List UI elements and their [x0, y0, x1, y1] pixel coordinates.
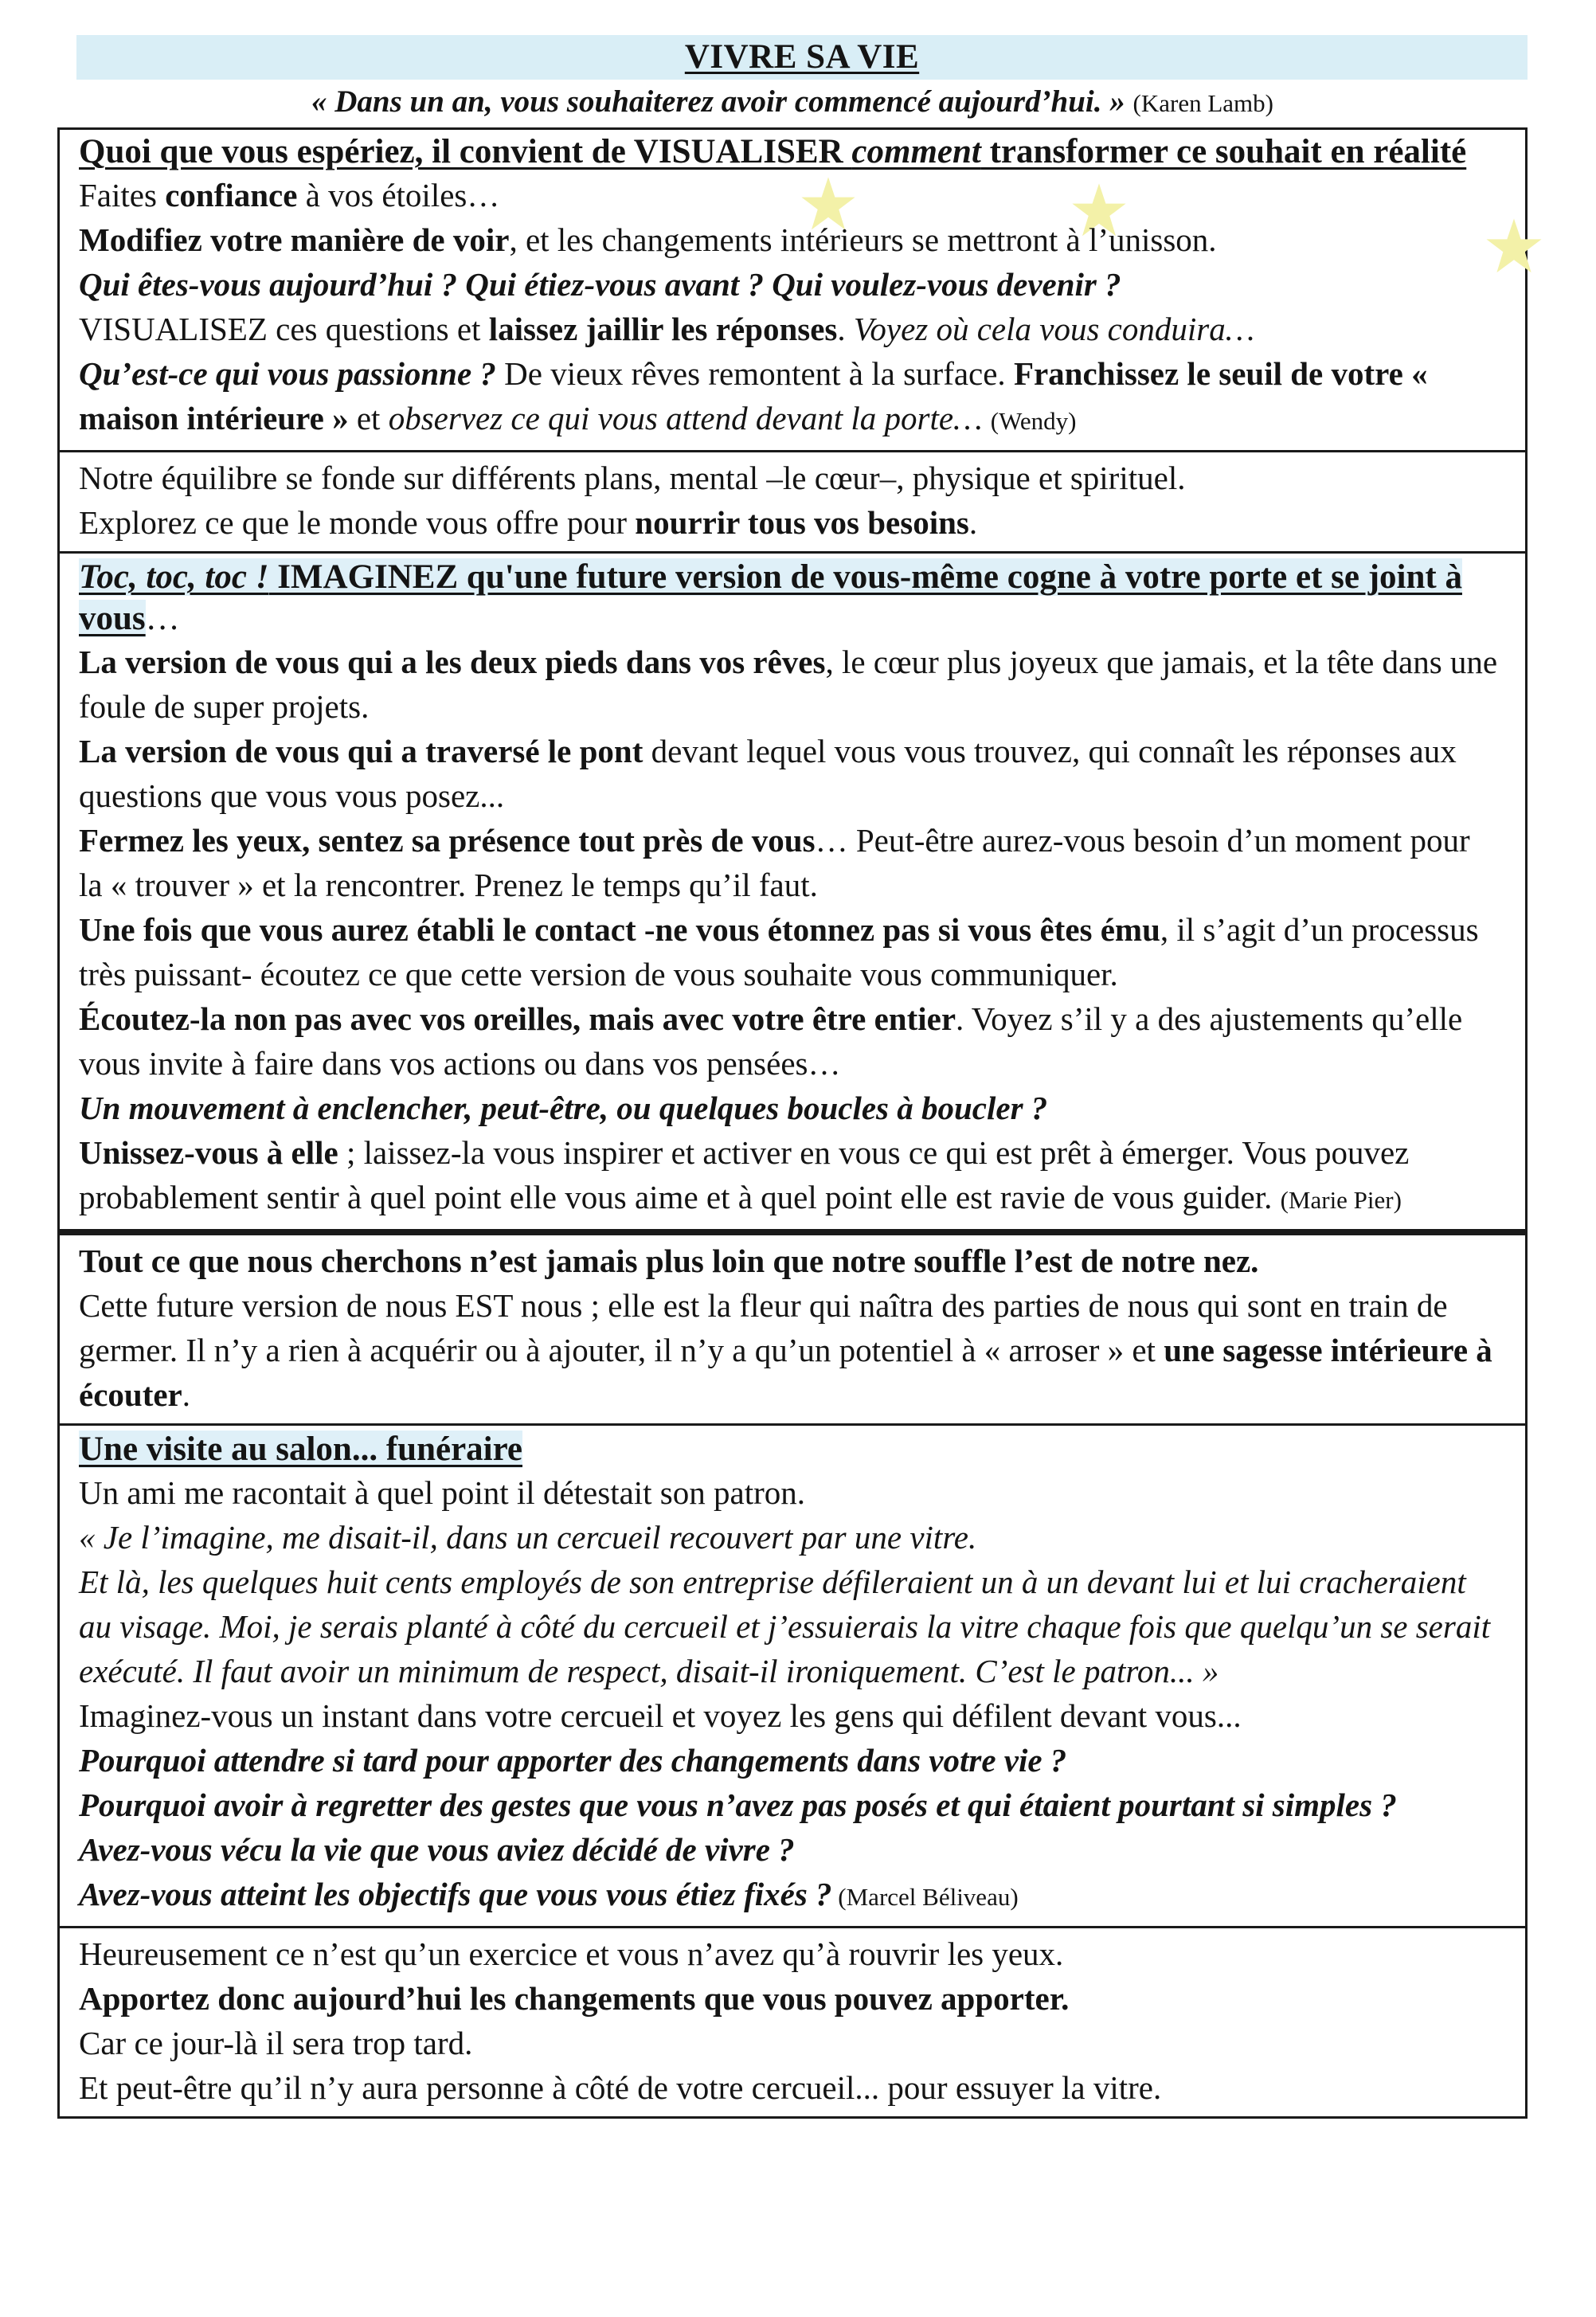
- paragraph: Qui êtes-vous aujourd’hui ? Qui étiez-vous avant ? Qui voulez-vous devenir ?: [79, 266, 1121, 303]
- paragraph: Pourquoi avoir à regretter des gestes que vous n’avez pas posés et qui étaient pourtant si simples ?: [79, 1787, 1397, 1823]
- paragraph: Une fois que vous aurez établi le contact -ne vous étonnez pas si vous êtes ému, il s’agit d’un processus très puissant- écoutez ce que cette version de vous souhaite vous communiquer.: [79, 911, 1479, 992]
- paragraph: Imaginez-vous un instant dans votre cercueil et voyez les gens qui défilent devant vous...: [79, 1697, 1242, 1734]
- epigraph-author: (Karen Lamb): [1132, 89, 1273, 117]
- epigraph-quote: « Dans un an, vous souhaiterez avoir commencé aujourd’hui. »: [311, 84, 1125, 119]
- paragraph: Explorez ce que le monde vous offre pour nourrir tous vos besoins.: [79, 504, 978, 541]
- author-credit: (Wendy): [990, 407, 1077, 435]
- paragraph: Un ami me racontait à quel point il détestait son patron.: [79, 1474, 806, 1511]
- paragraph: « Je l’imagine, me disait-il, dans un cercueil recouvert par une vitre.: [79, 1519, 977, 1556]
- paragraph: Car ce jour-là il sera trop tard.: [79, 2025, 473, 2061]
- paragraph: Avez-vous vécu la vie que vous aviez décidé de vivre ?: [79, 1831, 795, 1868]
- paragraph: Et peut-être qu’il n’y aura personne à côté de votre cercueil... pour essuyer la vitre.: [79, 2069, 1162, 2106]
- section-heading: Toc, toc, toc ! IMAGINEZ qu'une future version de vous-même cogne à votre porte et se joint à vous…: [79, 558, 1462, 637]
- section-heading: Une visite au salon... funéraire: [79, 1431, 523, 1468]
- section-conclusion: [57, 1928, 1528, 2119]
- paragraph: Apportez donc aujourd’hui les changements que vous pouvez apporter.: [79, 1980, 1070, 2017]
- paragraph: Et là, les quelques huit cents employés de son entreprise défileraient un à un devant lui et lui cracheraient au visage. Moi, je serais planté à côté du cercueil et j’essuierais la vitre chaque fois que quelqu’un se serait exécuté. Il faut avoir un minimum de respect, disait-il ironiquement. C’est le patron... »: [79, 1564, 1491, 1689]
- paragraph: Qu’est-ce qui vous passionne ? De vieux rêves remontent à la surface. Franchissez le seuil de votre « maison intérieure » et observez ce qui vous attend devant la porte… (Wendy): [79, 355, 1428, 436]
- section-visualiser: [57, 127, 1528, 452]
- author-credit: (Marie Pier): [1280, 1186, 1402, 1214]
- author-credit: (Marcel Béliveau): [831, 1883, 1019, 1911]
- paragraph: Unissez-vous à elle ; laissez-la vous inspirer et activer en vous ce qui est prêt à émerger. Vous pouvez probablement sentir à quel point elle vous aime et à quel point elle est ravie de vous guider. (Marie Pier): [79, 1134, 1410, 1215]
- document-page: [57, 35, 1528, 2119]
- paragraph: Tout ce que nous cherchons n’est jamais plus loin que notre souffle l’est de notre nez.: [79, 1243, 1259, 1279]
- paragraph: Avez-vous atteint les objectifs que vous vous étiez fixés ? (Marcel Béliveau): [79, 1876, 1019, 1912]
- paragraph: Modifiez votre manière de voir, et les changements intérieurs se mettront à l’unisson.: [79, 221, 1217, 258]
- paragraph: Un mouvement à enclencher, peut-être, ou quelques boucles à boucler ?: [79, 1090, 1048, 1126]
- paragraph: Faites confiance à vos étoiles…: [79, 177, 500, 213]
- section-equilibre: [57, 452, 1528, 554]
- section-toc-toc: [57, 554, 1528, 1231]
- title-band: [76, 35, 1528, 80]
- paragraph: Pourquoi attendre si tard pour apporter des changements dans votre vie ?: [79, 1742, 1067, 1779]
- epigraph: [57, 81, 1528, 124]
- paragraph: La version de vous qui a les deux pieds dans vos rêves, le cœur plus joyeux que jamais, et la tête dans une foule de super projets.: [79, 644, 1498, 725]
- paragraph: Cette future version de nous EST nous ; elle est la fleur qui naîtra des parties de nous qui sont en train de germer. Il n’y a rien à acquérir ou à ajouter, il n’y a qu’un potentiel à « arroser » et une sagesse intérieure à écouter.: [79, 1287, 1492, 1413]
- paragraph: Écoutez-la non pas avec vos oreilles, mais avec votre être entier. Voyez s’il y a des ajustements qu’elle vous invite à faire dans vos actions ou dans vos pensées…: [79, 1000, 1463, 1082]
- paragraph: Notre équilibre se fonde sur différents plans, mental –le cœur–, physique et spirituel.: [79, 460, 1186, 496]
- paragraph: VISUALISEZ ces questions et laissez jaillir les réponses. Voyez où cela vous conduira…: [79, 311, 1255, 347]
- section-souffle: [57, 1231, 1528, 1426]
- paragraph: La version de vous qui a traversé le pont devant lequel vous vous trouvez, qui connaît les réponses aux questions que vous vous posez...: [79, 733, 1457, 814]
- section-salon-funeraire: [57, 1426, 1528, 1928]
- section-heading: Quoi que vous espériez, il convient de VISUALISER comment transformer ce souhait en réalité: [79, 133, 1467, 170]
- page-title: VIVRE SA VIE: [684, 38, 920, 76]
- paragraph: Heureusement ce n’est qu’un exercice et vous n’avez qu’à rouvrir les yeux.: [79, 1935, 1064, 1972]
- paragraph: Fermez les yeux, sentez sa présence tout près de vous… Peut-être aurez-vous besoin d’un moment pour la « trouver » et la rencontrer. Prenez le temps qu’il faut.: [79, 822, 1470, 903]
